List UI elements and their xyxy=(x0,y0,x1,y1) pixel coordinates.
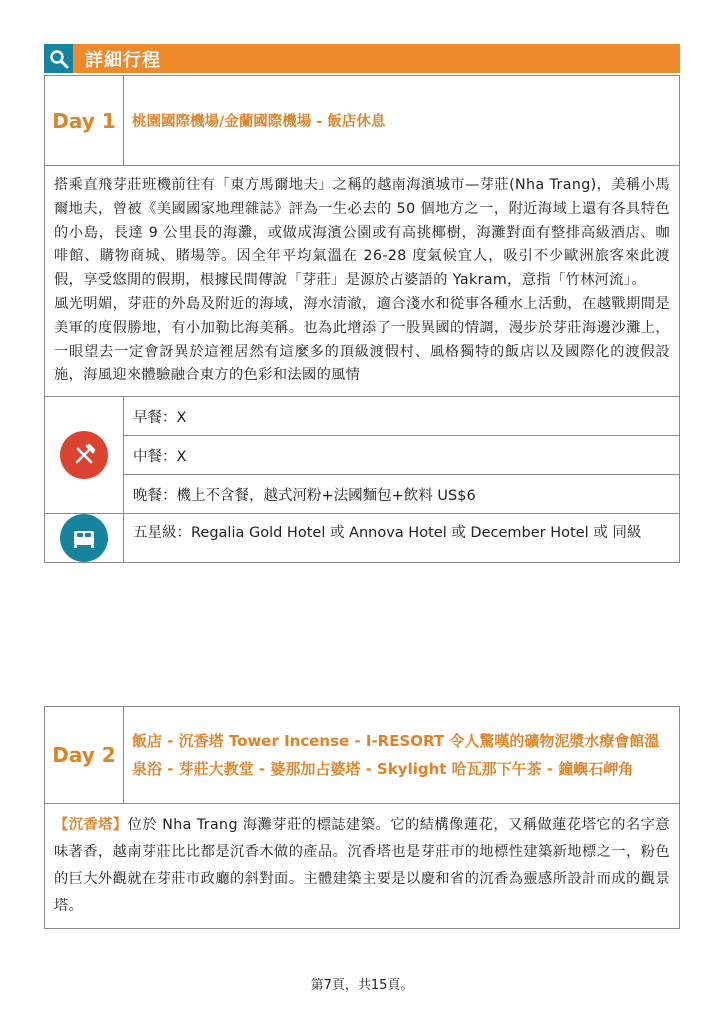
breakfast-line: 早餐：X xyxy=(124,397,679,436)
section-header xyxy=(44,44,680,73)
dinner-line: 晚餐：機上不含餐，越式河粉+法國麵包+飲料 US$6 xyxy=(133,487,476,504)
day2-card xyxy=(44,706,680,929)
lunch-line: 中餐：X xyxy=(124,436,679,475)
day1-card xyxy=(44,75,680,563)
day1-header-row xyxy=(45,76,679,166)
day2-header-row xyxy=(45,707,679,804)
attraction-tag: 【沉香塔】 xyxy=(54,817,128,833)
page-number: 第7頁，共15頁。 xyxy=(310,978,414,993)
search-icon xyxy=(44,44,73,73)
bed-icon xyxy=(60,514,108,562)
day1-description xyxy=(45,166,679,396)
section-title: 詳細行程 xyxy=(85,49,161,71)
day1-route: 桃園國際機場/金蘭國際機場 - 飯店休息 xyxy=(132,114,386,130)
day1-label: Day 1 xyxy=(45,76,124,165)
day2-label: Day 2 xyxy=(45,707,124,803)
hotel-block xyxy=(45,513,679,562)
day2-description-text: 位於 Nha Trang 海灘芽莊的標誌建築。它的結構像蓮花，又稱做蓮花塔它的名字意味著香，越南芽莊比比都是沉香木做的產品。沉香塔也是芽莊市的地標性建築新地標之一，粉色的巨大外觀就在芽莊市政廳的斜對面。主體建築主要是以慶和省的沉香為靈感所設計而成的觀景塔。 xyxy=(54,817,670,914)
utensils-icon xyxy=(60,431,108,479)
day1-description-para: 風光明媚，芽莊的外島及附近的海域，海水清澈，適合淺水和從事各種水上活動，在越戰期間是美軍的度假勝地，有小加勒比海美稱。也為此增添了一股異國的情調，漫步於芽莊海邊沙灘上，一眼望去一定會訝異於這裡居然有這麼多的頂級渡假村、風格獨特的飯店以及國際化的渡假設施，海風迎來體驗融合東方的色彩和法國的風情 xyxy=(54,295,670,384)
day2-description xyxy=(45,804,679,928)
meals-block xyxy=(45,396,679,513)
hotel-info: 五星級：Regalia Gold Hotel 或 Annova Hotel 或 December Hotel 或 同級 xyxy=(133,525,642,542)
day1-description-para: 搭乘直飛芽莊班機前往有「東方馬爾地夫」之稱的越南海濱城市—芽莊(Nha Trang)，美稱小馬爾地夫，曾被《美國國家地理雜誌》評為一生必去的 50 個地方之一，附近海域上還有各具特色的小島，長達 9 公里長的海灘，或做成海濱公園或有高挑椰樹，海灘對面有整排高級酒店、咖啡館、購物商城、賭場等。因全年平均氣溫在 26-28 度氣候宜人，吸引不少歐洲旅客來此渡假，享受悠閒的假期，根據民間傳說「芽莊」是源於占婆語的 Yakram，意指「竹林河流」。 xyxy=(54,177,670,289)
day2-route: 飯店 - 沉香塔 Tower Incense - I-RESORT 令人驚嘆的礦物泥漿水療會館溫泉浴 - 芽莊大教堂 - 婆那加占婆塔 - Skylight 哈瓦那下午茶 - 鐘嶼石岬角 xyxy=(132,732,660,778)
